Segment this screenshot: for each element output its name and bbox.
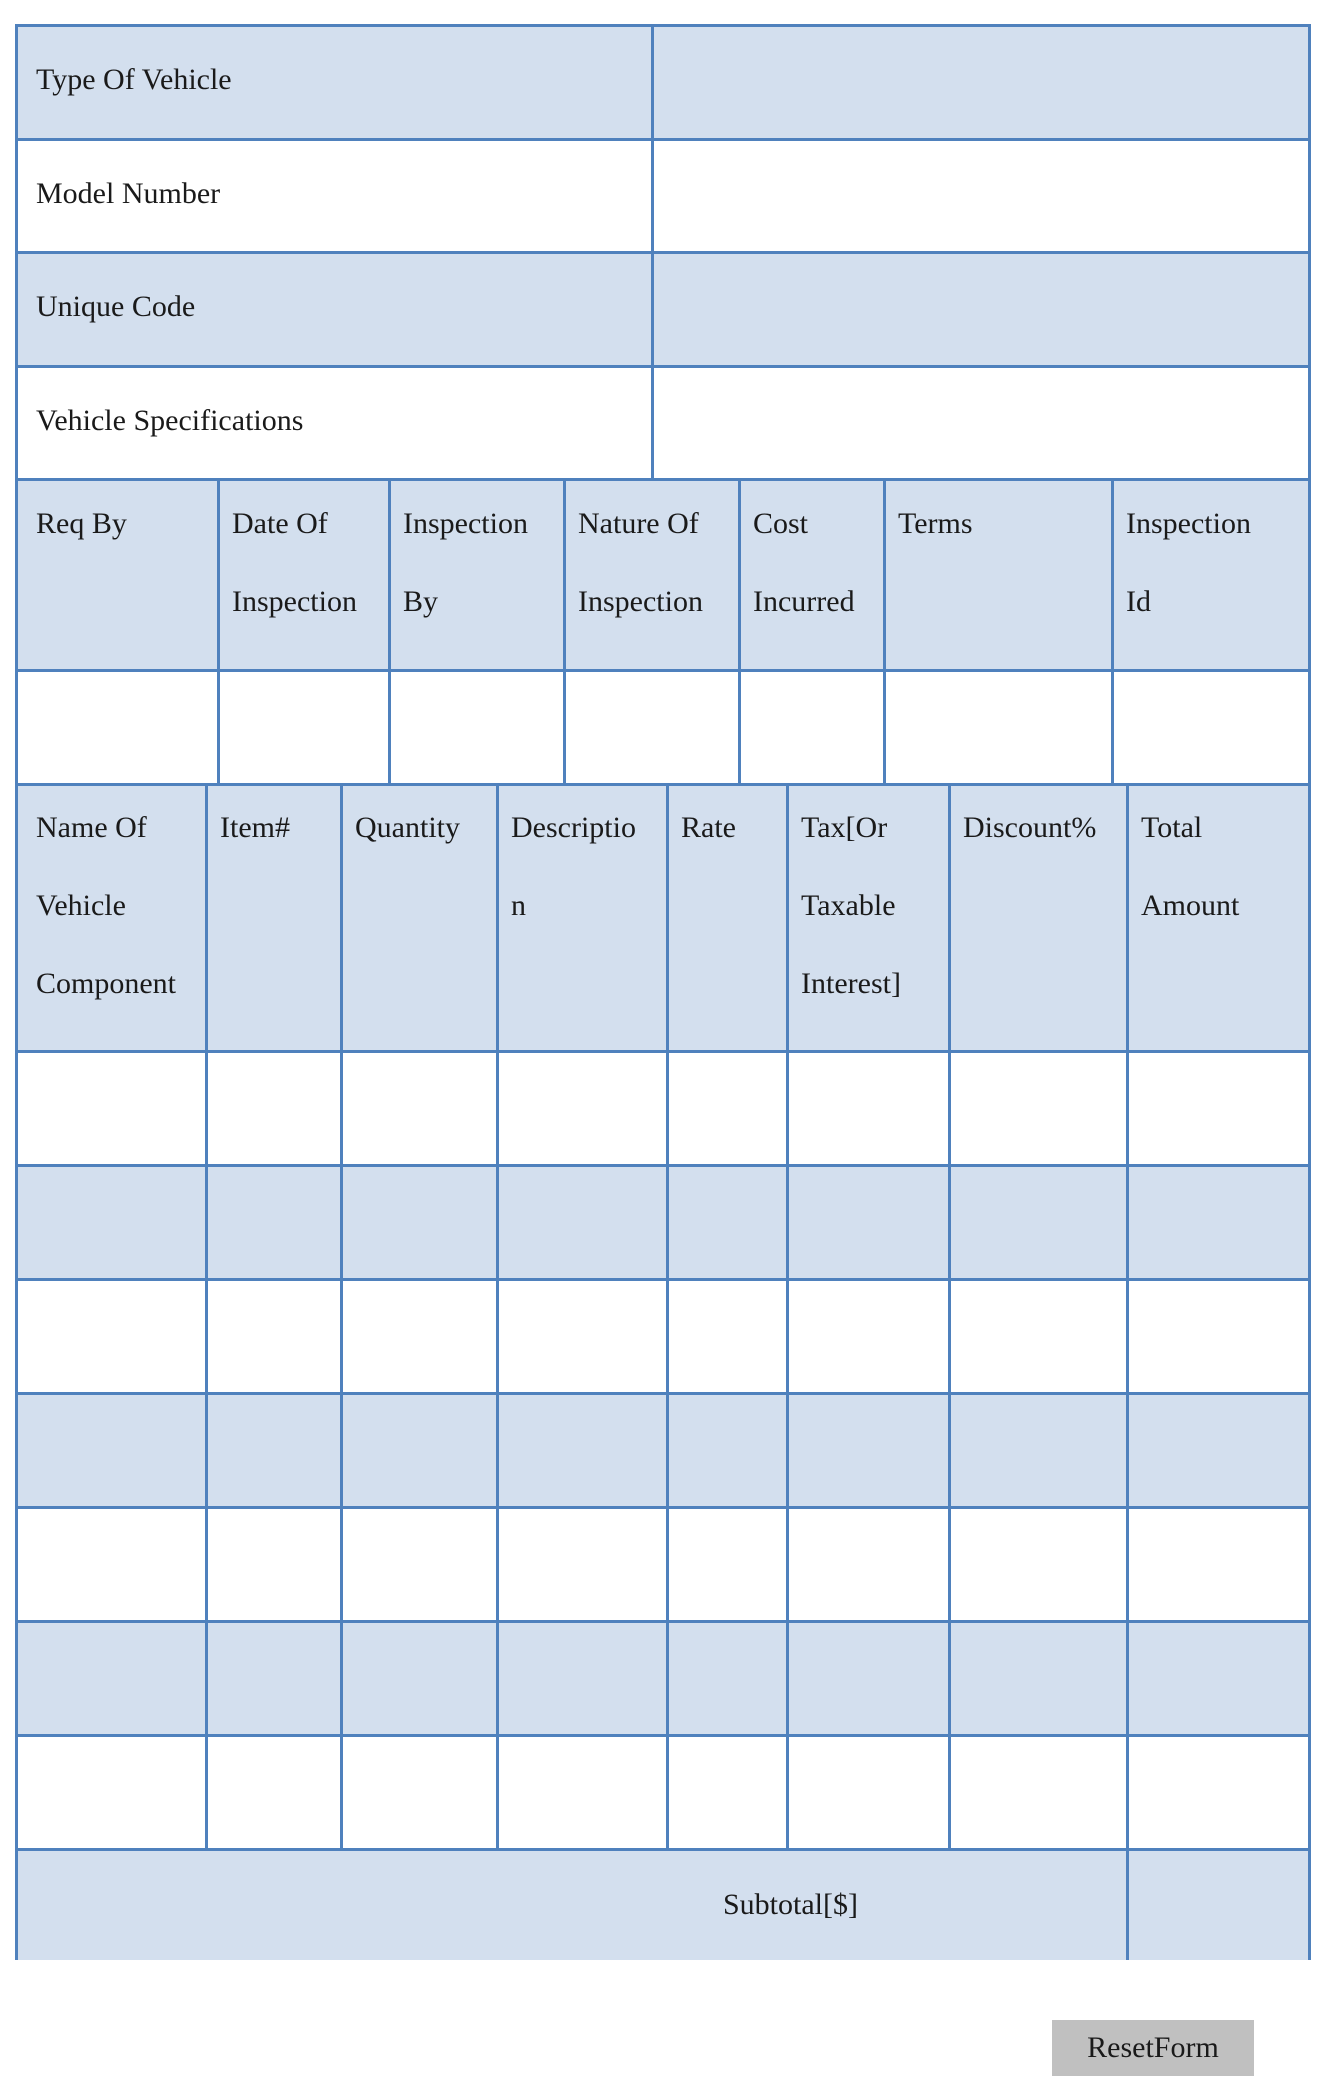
component-header-component-name-line: Name Of <box>36 811 147 844</box>
total-amount-input[interactable] <box>1129 1623 1311 1734</box>
inspection-header-nature-of-inspection-line: Inspection <box>578 585 703 618</box>
total-amount-input[interactable] <box>1129 1053 1311 1164</box>
tax-input[interactable] <box>789 1623 948 1734</box>
description-input[interactable] <box>499 1053 666 1164</box>
inspection-header-inspection-by-line: By <box>403 585 439 618</box>
inspection-header-inspection-id-line: Id <box>1126 585 1151 618</box>
description-input[interactable] <box>499 1395 666 1506</box>
discount-input[interactable] <box>951 1509 1126 1620</box>
inspection-req-by-input[interactable] <box>18 672 217 783</box>
quantity-input[interactable] <box>343 1737 496 1848</box>
component-header-component-name-line: Component <box>36 967 176 1000</box>
rate-input[interactable] <box>669 1509 786 1620</box>
total-amount-input[interactable] <box>1129 1281 1311 1392</box>
rate-input[interactable] <box>669 1737 786 1848</box>
subtotal-row <box>18 1848 1308 1960</box>
component-name-input[interactable] <box>18 1509 205 1620</box>
column-divider <box>883 481 886 783</box>
component-header-description-line: n <box>511 889 526 922</box>
component-name-input[interactable] <box>18 1281 205 1392</box>
component-header-row <box>18 786 1308 1050</box>
tax-input[interactable] <box>789 1737 948 1848</box>
description-input[interactable] <box>499 1509 666 1620</box>
inspection-header-inspection-by-line: Inspection <box>403 507 528 540</box>
component-header-description-line: Descriptio <box>511 811 636 844</box>
type-of-vehicle-input[interactable] <box>654 27 1311 138</box>
column-divider <box>948 786 951 1848</box>
column-divider <box>340 786 343 1848</box>
rate-input[interactable] <box>669 1281 786 1392</box>
type-of-vehicle-row <box>18 27 1308 138</box>
component-header-item-number-line: Item# <box>220 811 290 844</box>
model-number-row <box>18 141 1308 251</box>
component-header-tax-line: Interest] <box>801 967 901 1000</box>
tax-input[interactable] <box>789 1395 948 1506</box>
column-divider <box>388 481 391 783</box>
rate-input[interactable] <box>669 1167 786 1278</box>
item-number-input[interactable] <box>208 1623 340 1734</box>
description-input[interactable] <box>499 1623 666 1734</box>
rate-input[interactable] <box>669 1053 786 1164</box>
tax-input[interactable] <box>789 1053 948 1164</box>
quantity-input[interactable] <box>343 1167 496 1278</box>
component-header-tax-line: Tax[Or <box>801 811 888 844</box>
component-name-input[interactable] <box>18 1167 205 1278</box>
discount-input[interactable] <box>951 1053 1126 1164</box>
description-input[interactable] <box>499 1737 666 1848</box>
item-number-input[interactable] <box>208 1053 340 1164</box>
column-divider <box>786 786 789 1848</box>
vehicle-specifications-row <box>18 368 1308 478</box>
unique-code-input[interactable] <box>654 254 1311 365</box>
component-header-tax-line: Taxable <box>801 889 896 922</box>
unique-code-label: Unique Code <box>36 290 196 323</box>
divider <box>18 1848 1308 1851</box>
column-divider <box>666 786 669 1848</box>
column-divider <box>205 786 208 1848</box>
inspection-inspection-id-input[interactable] <box>1114 672 1311 783</box>
vehicle-specifications-label: Vehicle Specifications <box>36 404 304 437</box>
total-amount-input[interactable] <box>1129 1167 1311 1278</box>
inspection-date-of-inspection-input[interactable] <box>220 672 388 783</box>
type-of-vehicle-label: Type Of Vehicle <box>36 63 232 96</box>
item-number-input[interactable] <box>208 1281 340 1392</box>
model-number-input[interactable] <box>654 141 1311 251</box>
component-name-input[interactable] <box>18 1395 205 1506</box>
quantity-input[interactable] <box>343 1623 496 1734</box>
description-input[interactable] <box>499 1167 666 1278</box>
column-divider <box>496 786 499 1848</box>
component-name-input[interactable] <box>18 1623 205 1734</box>
item-number-input[interactable] <box>208 1167 340 1278</box>
model-number-label: Model Number <box>36 177 221 210</box>
component-name-input[interactable] <box>18 1737 205 1848</box>
inspection-nature-of-inspection-input[interactable] <box>566 672 738 783</box>
discount-input[interactable] <box>951 1281 1126 1392</box>
tax-input[interactable] <box>789 1509 948 1620</box>
inspection-header-date-of-inspection-line: Inspection <box>232 585 357 618</box>
quantity-input[interactable] <box>343 1053 496 1164</box>
item-number-input[interactable] <box>208 1395 340 1506</box>
component-header-total-amount-line: Total <box>1141 811 1203 844</box>
subtotal-input[interactable] <box>1129 1848 1311 1960</box>
quantity-input[interactable] <box>343 1509 496 1620</box>
vehicle-specifications-input[interactable] <box>654 368 1311 478</box>
component-name-input[interactable] <box>18 1053 205 1164</box>
column-divider <box>217 481 220 783</box>
component-header-quantity-line: Quantity <box>355 811 460 844</box>
item-number-input[interactable] <box>208 1509 340 1620</box>
info-column-divider <box>651 27 654 478</box>
subtotal-divider <box>1126 1848 1129 1960</box>
item-number-input[interactable] <box>208 1737 340 1848</box>
component-header-discount-line: Discount% <box>963 811 1097 844</box>
tax-input[interactable] <box>789 1167 948 1278</box>
discount-input[interactable] <box>951 1737 1126 1848</box>
component-header-total-amount-line: Amount <box>1141 889 1240 922</box>
column-divider <box>1111 481 1114 783</box>
discount-input[interactable] <box>951 1395 1126 1506</box>
total-amount-input[interactable] <box>1129 1509 1311 1620</box>
quantity-input[interactable] <box>343 1395 496 1506</box>
tax-input[interactable] <box>789 1281 948 1392</box>
inspection-header-inspection-id-line: Inspection <box>1126 507 1251 540</box>
inspection-header-terms-line: Terms <box>898 507 973 540</box>
subtotal-label: Subtotal[$] <box>723 1888 858 1921</box>
inspection-inspection-by-input[interactable] <box>391 672 563 783</box>
component-header-rate-line: Rate <box>681 811 736 844</box>
vehicle-inspection-form <box>15 24 1311 1960</box>
inspection-header-cost-incurred-line: Cost <box>753 507 809 540</box>
inspection-header-date-of-inspection-line: Date Of <box>232 507 328 540</box>
inspection-terms-input[interactable] <box>886 672 1111 783</box>
column-divider <box>738 481 741 783</box>
reset-form-button[interactable]: ResetForm <box>1052 2020 1254 2076</box>
unique-code-row <box>18 254 1308 365</box>
rate-input[interactable] <box>669 1623 786 1734</box>
total-amount-input[interactable] <box>1129 1395 1311 1506</box>
column-divider <box>563 481 566 783</box>
inspection-header-cost-incurred-line: Incurred <box>753 585 855 618</box>
column-divider <box>1126 786 1129 1848</box>
inspection-header-nature-of-inspection-line: Nature Of <box>578 507 699 540</box>
total-amount-input[interactable] <box>1129 1737 1311 1848</box>
discount-input[interactable] <box>951 1623 1126 1734</box>
inspection-cost-incurred-input[interactable] <box>741 672 883 783</box>
inspection-header-req-by-line: Req By <box>36 507 127 540</box>
rate-input[interactable] <box>669 1395 786 1506</box>
description-input[interactable] <box>499 1281 666 1392</box>
component-header-component-name-line: Vehicle <box>36 889 126 922</box>
quantity-input[interactable] <box>343 1281 496 1392</box>
discount-input[interactable] <box>951 1167 1126 1278</box>
